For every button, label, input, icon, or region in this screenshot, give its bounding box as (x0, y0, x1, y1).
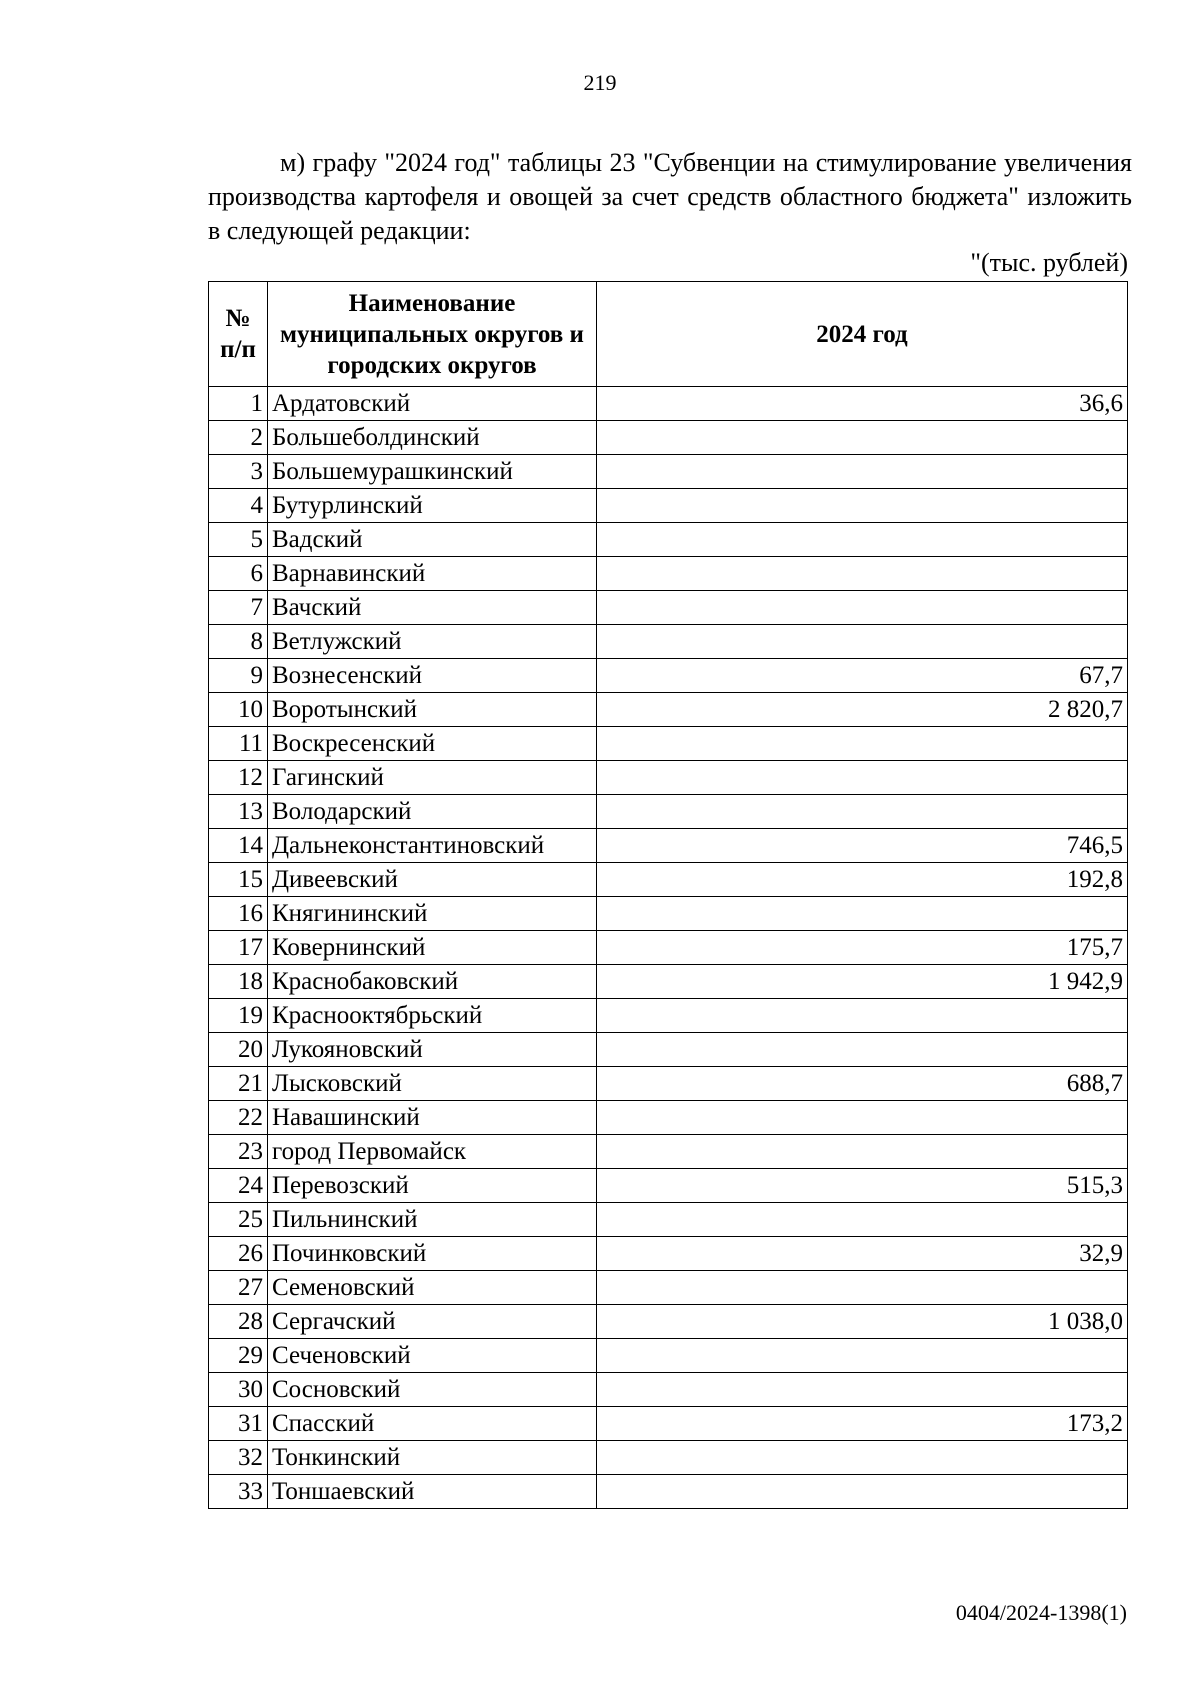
row-number: 9 (209, 659, 268, 693)
table-row (209, 421, 1128, 455)
row-number: 12 (209, 761, 268, 795)
table-row (209, 931, 1128, 965)
row-value-2024 (597, 761, 1128, 795)
row-number: 1 (209, 387, 268, 421)
row-number: 33 (209, 1475, 268, 1509)
table-row (209, 1407, 1128, 1441)
row-district-name: Тоншаевский (268, 1475, 597, 1509)
row-value-2024: 175,7 (597, 931, 1128, 965)
row-district-name: Ардатовский (268, 387, 597, 421)
table-row (209, 489, 1128, 523)
header-number: № п/п (209, 282, 268, 387)
header-year: 2024 год (597, 282, 1128, 387)
row-number: 26 (209, 1237, 268, 1271)
row-value-2024: 32,9 (597, 1237, 1128, 1271)
table-row (209, 1475, 1128, 1509)
table-row (209, 761, 1128, 795)
row-district-name: Варнавинский (268, 557, 597, 591)
table-row (209, 1305, 1128, 1339)
table-row (209, 1101, 1128, 1135)
row-value-2024 (597, 557, 1128, 591)
row-district-name: Бутурлинский (268, 489, 597, 523)
table-row (209, 1033, 1128, 1067)
row-district-name: Большемурашкинский (268, 455, 597, 489)
row-value-2024 (597, 625, 1128, 659)
row-number: 3 (209, 455, 268, 489)
row-district-name: Тонкинский (268, 1441, 597, 1475)
row-value-2024 (597, 727, 1128, 761)
row-value-2024: 746,5 (597, 829, 1128, 863)
row-value-2024: 173,2 (597, 1407, 1128, 1441)
row-number: 21 (209, 1067, 268, 1101)
table-row (209, 1135, 1128, 1169)
table-row (209, 1441, 1128, 1475)
row-district-name: Краснобаковский (268, 965, 597, 999)
table-row (209, 387, 1128, 421)
row-number: 15 (209, 863, 268, 897)
table-header-row (209, 282, 1128, 387)
row-district-name: Вознесенский (268, 659, 597, 693)
table-row (209, 727, 1128, 761)
row-district-name: Дальнеконстантиновский (268, 829, 597, 863)
row-value-2024 (597, 591, 1128, 625)
row-number: 7 (209, 591, 268, 625)
subsidy-table (208, 281, 1128, 1509)
row-district-name: Перевозский (268, 1169, 597, 1203)
row-value-2024 (597, 455, 1128, 489)
row-number: 11 (209, 727, 268, 761)
row-number: 29 (209, 1339, 268, 1373)
row-number: 4 (209, 489, 268, 523)
intro-paragraph: м) графу "2024 год" таблицы 23 "Субвенции на стимулирование увеличения производства картофеля и овощей за счет средств областного бюджета" изложить в следующей редакции: (208, 148, 1132, 245)
row-value-2024 (597, 999, 1128, 1033)
table-row (209, 795, 1128, 829)
table-row (209, 1169, 1128, 1203)
row-value-2024 (597, 1203, 1128, 1237)
row-number: 28 (209, 1305, 268, 1339)
row-district-name: Ветлужский (268, 625, 597, 659)
row-value-2024 (597, 421, 1128, 455)
table-row (209, 625, 1128, 659)
table-row (209, 659, 1128, 693)
table-row (209, 1373, 1128, 1407)
table-row (209, 455, 1128, 489)
row-value-2024: 1 942,9 (597, 965, 1128, 999)
row-number: 25 (209, 1203, 268, 1237)
row-number: 5 (209, 523, 268, 557)
row-district-name: Навашинский (268, 1101, 597, 1135)
row-number: 14 (209, 829, 268, 863)
row-district-name: Володарский (268, 795, 597, 829)
row-value-2024 (597, 1475, 1128, 1509)
row-number: 32 (209, 1441, 268, 1475)
row-value-2024 (597, 795, 1128, 829)
row-number: 17 (209, 931, 268, 965)
row-number: 24 (209, 1169, 268, 1203)
table-row (209, 591, 1128, 625)
row-district-name: Ковернинский (268, 931, 597, 965)
row-value-2024 (597, 1033, 1128, 1067)
table-row (209, 999, 1128, 1033)
row-value-2024: 67,7 (597, 659, 1128, 693)
row-value-2024 (597, 1441, 1128, 1475)
row-district-name: Починковский (268, 1237, 597, 1271)
row-number: 8 (209, 625, 268, 659)
row-district-name: Дивеевский (268, 863, 597, 897)
row-district-name: Сеченовский (268, 1339, 597, 1373)
row-number: 18 (209, 965, 268, 999)
table-row (209, 1237, 1128, 1271)
table-row (209, 897, 1128, 931)
row-value-2024 (597, 897, 1128, 931)
row-number: 20 (209, 1033, 268, 1067)
row-number: 22 (209, 1101, 268, 1135)
row-value-2024: 2 820,7 (597, 693, 1128, 727)
row-value-2024: 1 038,0 (597, 1305, 1128, 1339)
row-district-name: Спасский (268, 1407, 597, 1441)
row-district-name: Большеболдинский (268, 421, 597, 455)
row-number: 6 (209, 557, 268, 591)
row-value-2024 (597, 523, 1128, 557)
row-district-name: Вачский (268, 591, 597, 625)
table-body (209, 387, 1128, 1509)
row-number: 16 (209, 897, 268, 931)
row-district-name: город Первомайск (268, 1135, 597, 1169)
row-value-2024 (597, 1271, 1128, 1305)
table-row (209, 557, 1128, 591)
row-district-name: Княгининский (268, 897, 597, 931)
page-number: 219 (583, 70, 617, 95)
row-number: 23 (209, 1135, 268, 1169)
row-value-2024: 515,3 (597, 1169, 1128, 1203)
row-value-2024 (597, 1339, 1128, 1373)
row-district-name: Воротынский (268, 693, 597, 727)
table-row (209, 1271, 1128, 1305)
row-district-name: Краснооктябрьский (268, 999, 597, 1033)
row-number: 10 (209, 693, 268, 727)
row-district-name: Сосновский (268, 1373, 597, 1407)
row-number: 30 (209, 1373, 268, 1407)
row-value-2024 (597, 489, 1128, 523)
table-row (209, 829, 1128, 863)
row-value-2024: 36,6 (597, 387, 1128, 421)
table-row (209, 863, 1128, 897)
header-name: Наименование муниципальных округов и городских округов (268, 282, 597, 387)
row-district-name: Лукояновский (268, 1033, 597, 1067)
row-number: 19 (209, 999, 268, 1033)
table-row (209, 693, 1128, 727)
table-row (209, 523, 1128, 557)
row-value-2024 (597, 1135, 1128, 1169)
table-row (209, 1203, 1128, 1237)
row-value-2024 (597, 1101, 1128, 1135)
document-id: 0404/2024-1398(1) (955, 1600, 1127, 1625)
row-value-2024: 688,7 (597, 1067, 1128, 1101)
row-district-name: Лысковский (268, 1067, 597, 1101)
row-district-name: Гагинский (268, 761, 597, 795)
row-value-2024 (597, 1373, 1128, 1407)
row-number: 27 (209, 1271, 268, 1305)
table-row (209, 1067, 1128, 1101)
row-number: 31 (209, 1407, 268, 1441)
row-district-name: Пильнинский (268, 1203, 597, 1237)
row-district-name: Воскресенский (268, 727, 597, 761)
row-district-name: Сергачский (268, 1305, 597, 1339)
table-row (209, 1339, 1128, 1373)
row-district-name: Семеновский (268, 1271, 597, 1305)
row-district-name: Вадский (268, 523, 597, 557)
units-label: "(тыс. рублей) (970, 248, 1128, 277)
row-number: 13 (209, 795, 268, 829)
row-number: 2 (209, 421, 268, 455)
row-value-2024: 192,8 (597, 863, 1128, 897)
table-row (209, 965, 1128, 999)
